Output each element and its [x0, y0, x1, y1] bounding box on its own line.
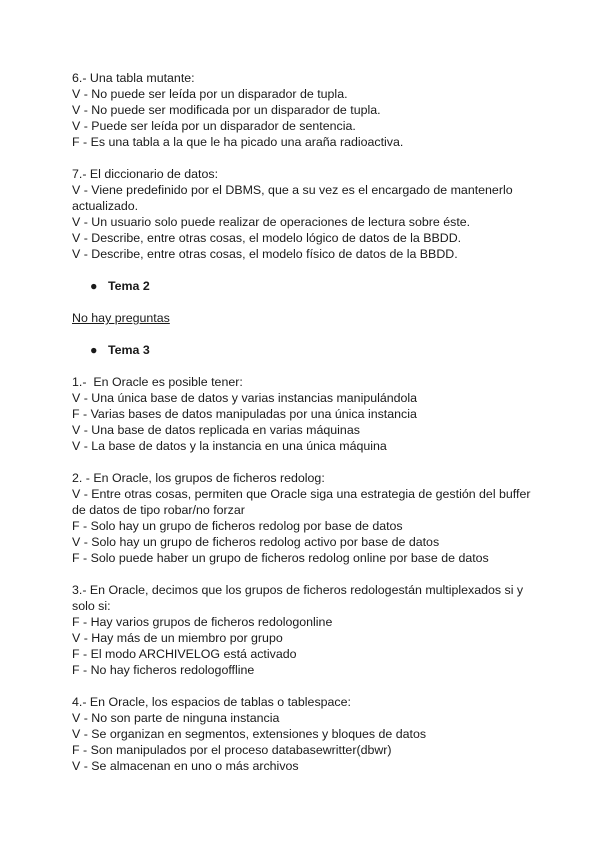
answer-line: V - La base de datos y la instancia en una única máquina [72, 439, 387, 453]
section-heading-label: Tema 3 [108, 343, 150, 357]
answer-line: V - Entre otras cosas, permiten que Oracle siga una estrategia de gestión del buffer de datos de tipo robar/no forzar [72, 487, 534, 517]
answer-line: F - Son manipulados por el proceso databasewritter(dbwr) [72, 743, 392, 757]
question-title: 4.- En Oracle, los espacios de tablas o tablespace: [72, 695, 351, 709]
question-title: 6.- Una tabla mutante: [72, 71, 195, 85]
answer-line: V - Un usuario solo puede realizar de operaciones de lectura sobre éste. [72, 215, 471, 229]
question-6 [72, 70, 532, 150]
tema3-question-1 [72, 374, 532, 454]
answer-line: F - Es una tabla a la que le ha picado una araña radioactiva. [72, 135, 404, 149]
question-title: 7.- El diccionario de datos: [72, 167, 219, 181]
question-7 [72, 166, 532, 262]
answer-line: V - Se organizan en segmentos, extensiones y bloques de datos [72, 727, 427, 741]
answer-line: F - No hay ficheros redologoffline [72, 663, 255, 677]
tema3-question-4 [72, 694, 532, 774]
answer-line: V - Describe, entre otras cosas, el modelo físico de datos de la BBDD. [72, 247, 458, 261]
answer-line: V - Viene predefinido por el DBMS, que a su vez es el encargado de mantenerlo actualizado. [72, 183, 517, 213]
answer-line: V - Puede ser leída por un disparador de sentencia. [72, 119, 356, 133]
answer-line: V - Solo hay un grupo de ficheros redolog activo por base de datos [72, 535, 440, 549]
section-heading-tema-2 [72, 278, 532, 294]
question-title: 1.- En Oracle es posible tener: [72, 375, 243, 389]
section-heading-tema-3 [72, 342, 532, 358]
answer-line: V - Hay más de un miembro por grupo [72, 631, 283, 645]
section-heading-label: Tema 2 [108, 279, 150, 293]
answer-line: V - No puede ser modificada por un disparador de tupla. [72, 103, 381, 117]
answer-line: F - Solo puede haber un grupo de ficheros redolog online por base de datos [72, 551, 489, 565]
no-questions-note: No hay preguntas [72, 311, 170, 325]
answer-line: V - Describe, entre otras cosas, el modelo lógico de datos de la BBDD. [72, 231, 462, 245]
answer-line: F - Solo hay un grupo de ficheros redolog por base de datos [72, 519, 403, 533]
answer-line: V - Una base de datos replicada en varias máquinas [72, 423, 360, 437]
answer-line: F - Varias bases de datos manipuladas por una única instancia [72, 407, 417, 421]
question-title: 3.- En Oracle, decimos que los grupos de ficheros redologestán multiplexados si y solo si: [72, 583, 527, 613]
tema3-question-3 [72, 582, 532, 678]
answer-line: V - No puede ser leída por un disparador de tupla. [72, 87, 348, 101]
answer-line: F - Hay varios grupos de ficheros redologonline [72, 615, 333, 629]
answer-line: V - No son parte de ninguna instancia [72, 711, 280, 725]
answer-line: V - Se almacenan en uno o más archivos [72, 759, 299, 773]
tema3-question-2 [72, 470, 532, 566]
answer-line: V - Una única base de datos y varias instancias manipulándola [72, 391, 418, 405]
answer-line: F - El modo ARCHIVELOG está activado [72, 647, 297, 661]
bullet-icon: ● [90, 279, 98, 293]
bullet-icon: ● [90, 343, 98, 357]
question-title: 2. - En Oracle, los grupos de ficheros redolog: [72, 471, 325, 485]
document-page [72, 70, 532, 790]
